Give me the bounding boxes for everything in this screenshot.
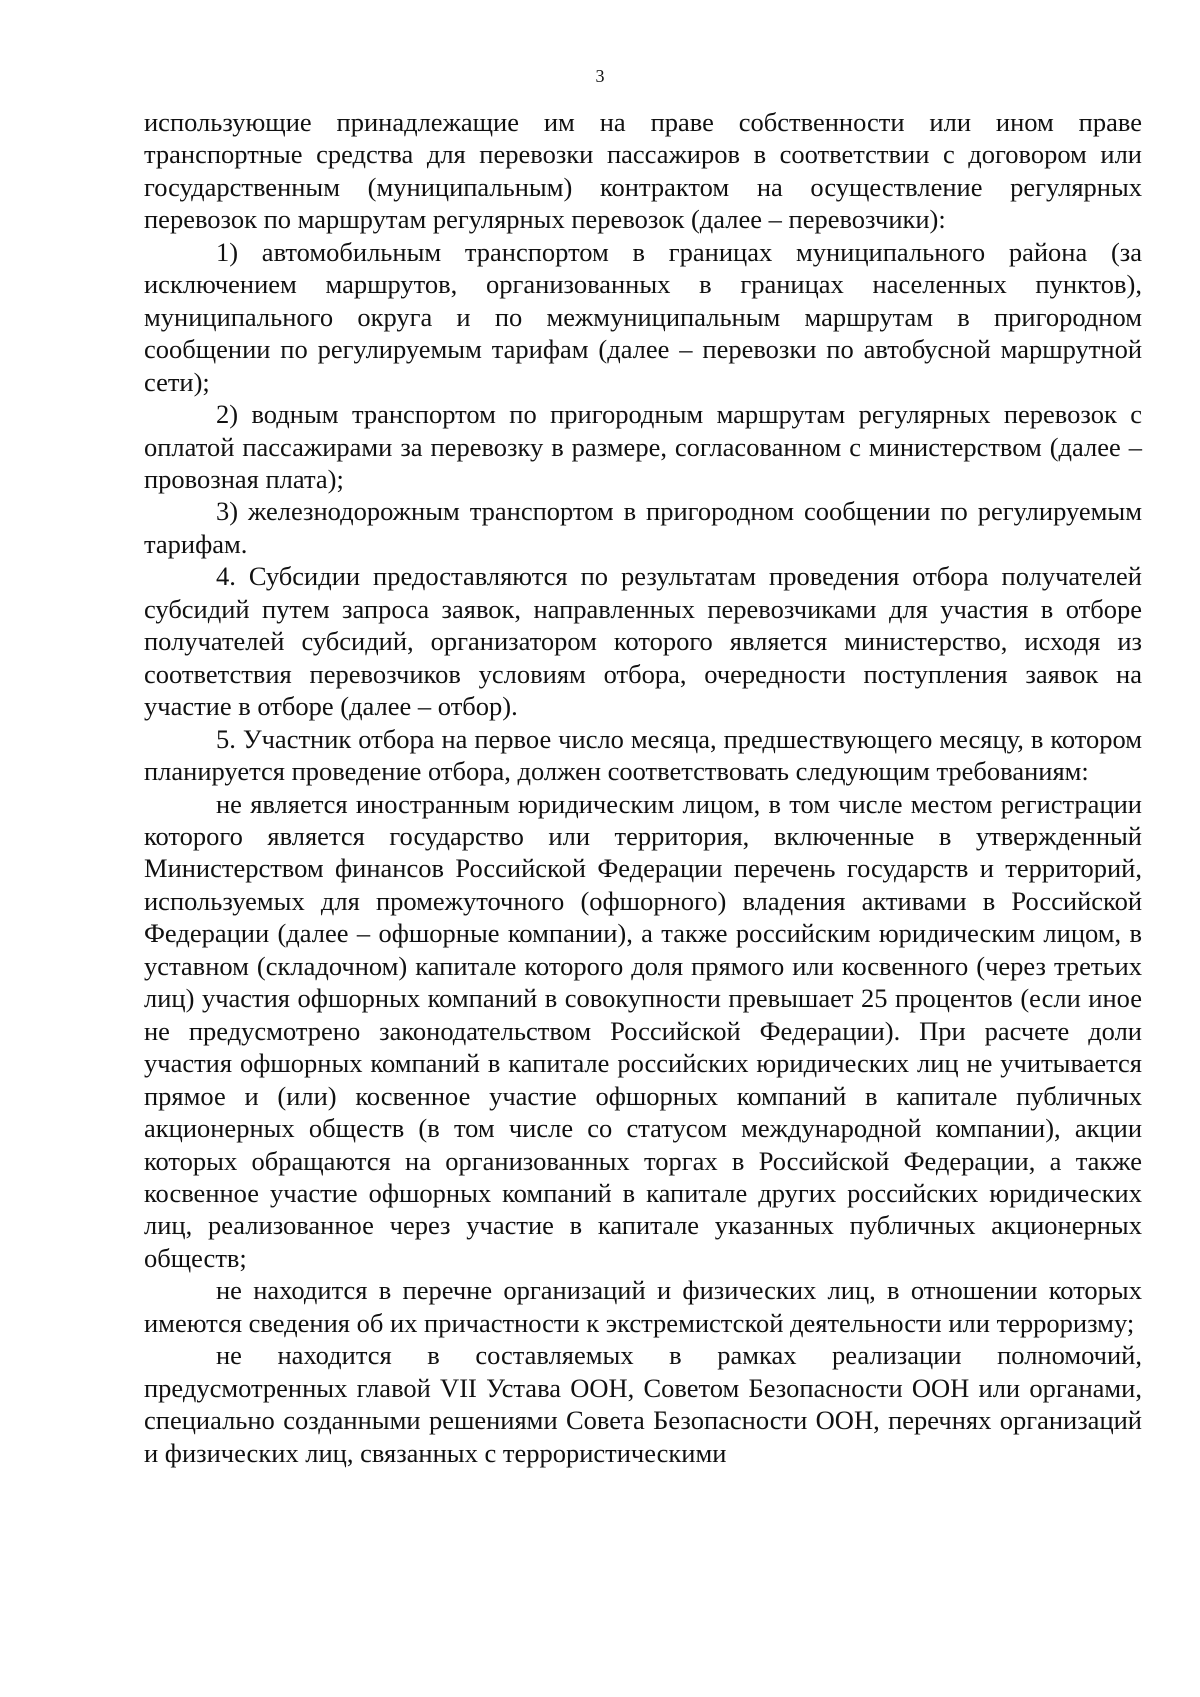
paragraph-item-1: 1) автомобильным транспортом в границах муниципального района (за исключением маршрутов, организованных в границах населенных пунктов), муниципального округа и по межмуниципальным маршрутам в пригородном сообщении по регулируемым тарифам (далее – перевозки по автобусной маршрутной сети); [144,236,1142,397]
paragraph-requirement-un-lists: не находится в составляемых в рамках реализации полномочий, предусмотренных главой VII Устава ООН, Советом Безопасности ООН или органами, специально созданными решениями Совета Безопасности ООН, перечнях организаций и физических лиц, связанных с террористическими [144,1340,1142,1468]
paragraph-item-3: 3) железнодорожным транспортом в пригородном сообщении по регулируемым тарифам. [144,496,1142,559]
paragraph-item-2: 2) водным транспортом по пригородным маршрутам регулярных перевозок с оплатой пассажирами за перевозку в размере, согласованном с министерством (далее – провозная плата); [144,399,1142,494]
paragraph-carriers: использующие принадлежащие им на праве собственности или ином праве транспортные средства для перевозки пассажиров в соответствии с договором или государственным (муниципальным) контрактом на осуществление регулярных перевозок по маршрутам регулярных перевозок (далее – перевозчики): [144,107,1142,235]
paragraph-requirement-extremism: не находится в перечне организаций и физических лиц, в отношении которых имеются сведения об их причастности к экстремистской деятельности или терроризму; [144,1275,1142,1338]
paragraph-requirement-offshore: не является иностранным юридическим лицом, в том числе местом регистрации которого является государство или территория, включенные в утвержденный Министерством финансов Российской Федерации перечень государств и территорий, используемых для промежуточного (офшорного) владения активами в Российской Федерации (далее – офшорные компании), а также российским юридическим лицом, в уставном (складочном) капитале которого доля прямого или косвенного (через третьих лиц) участия офшорных компаний в совокупности превышает 25 процентов (если иное не предусмотрено законодательством Российской Федерации). При расчете доли участия офшорных компаний в капитале российских юридических лиц не учитывается прямое и (или) косвенное участие офшорных компаний в капитале публичных акционерных обществ (в том числе со статусом международной компании), акции которых обращаются на организованных торгах в Российской Федерации, а также косвенное участие офшорных компаний в капитале других российских юридических лиц, реализованное через участие в капитале указанных публичных акционерных обществ; [144,788,1142,1273]
document-body [144,106,1142,1469]
paragraph-clause-5: 5. Участник отбора на первое число месяца, предшествующего месяцу, в котором планируется проведение отбора, должен соответствовать следующим требованиям: [144,723,1142,787]
page-number: 3 [595,66,605,86]
paragraph-clause-4: 4. Субсидии предоставляются по результатам проведения отбора получателей субсидий путем запроса заявок, направленных перевозчиками для участия в отборе получателей субсидий, организатором которого является министерство, исходя из соответствия перевозчиков условиям отбора, очередности поступления заявок на участие в отборе (далее – отбор). [144,561,1142,722]
